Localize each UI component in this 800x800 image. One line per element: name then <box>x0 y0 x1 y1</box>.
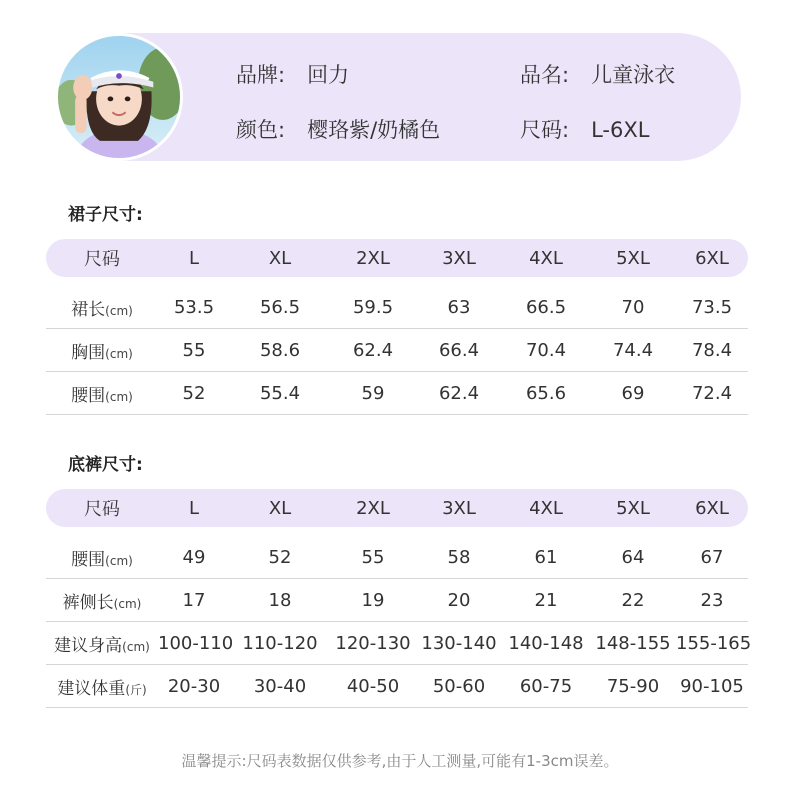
table-cell: 70 <box>621 296 645 318</box>
table-cell: 110-120 <box>242 632 318 654</box>
size-range-value: L-6XL <box>591 118 650 142</box>
table-cell: 21 <box>534 589 558 611</box>
table-cell: 67 <box>700 546 724 568</box>
table-cell: 17 <box>182 589 206 611</box>
table-row <box>46 665 748 708</box>
table-cell: 18 <box>268 589 292 611</box>
measurement-note: 温馨提示:尺码表数据仅供参考,由于人工测量,可能有1-3cm误差。 <box>181 752 619 770</box>
row-label: 建议体重(斤) <box>57 678 147 699</box>
product-name-value: 儿童泳衣 <box>591 63 676 87</box>
shorts-size-title: 底裤尺寸: <box>68 455 143 475</box>
table-cell: 120-130 <box>335 632 411 654</box>
table-cell: 22 <box>621 589 645 611</box>
row-label: 胸围(cm) <box>71 342 133 363</box>
header-cell: 2XL <box>356 247 390 269</box>
table-cell: 50-60 <box>432 675 486 697</box>
color-info <box>236 114 440 144</box>
table-cell: 40-50 <box>346 675 400 697</box>
shorts-size-table <box>46 489 752 708</box>
size-range-info <box>520 114 649 144</box>
header-cell: 5XL <box>616 497 650 519</box>
table-cell: 58 <box>447 546 471 568</box>
header-cell: 4XL <box>529 247 563 269</box>
table-cell: 59 <box>361 382 385 404</box>
table-cell: 100-110 <box>158 632 234 654</box>
product-name-label: 品名: <box>520 63 570 87</box>
table-cell: 65.6 <box>525 382 567 404</box>
header-cell: 尺码 <box>84 499 120 520</box>
header-cell: L <box>188 497 200 519</box>
product-name-info <box>520 59 675 89</box>
header-cell: 6XL <box>695 497 729 519</box>
table-cell: 23 <box>700 589 724 611</box>
table-row <box>46 286 748 329</box>
table-row <box>46 622 752 665</box>
table-cell: 62.4 <box>438 382 480 404</box>
header-cell: L <box>188 247 200 269</box>
header-cell: XL <box>268 247 292 269</box>
table-cell: 52 <box>182 382 206 404</box>
table-cell: 78.4 <box>691 339 733 361</box>
table-cell: 73.5 <box>691 296 733 318</box>
header-cell: 4XL <box>529 497 563 519</box>
table-cell: 61 <box>534 546 558 568</box>
table-cell: 49 <box>182 546 206 568</box>
table-cell: 20 <box>447 589 471 611</box>
table-cell: 155-165 <box>676 632 752 654</box>
table-cell: 62.4 <box>352 339 394 361</box>
table-cell: 55.4 <box>259 382 301 404</box>
table-cell: 20-30 <box>167 675 221 697</box>
color-label: 颜色: <box>236 118 286 142</box>
table-cell: 66.4 <box>438 339 480 361</box>
table-cell: 69 <box>621 382 645 404</box>
table-row <box>46 372 748 415</box>
table-cell: 64 <box>621 546 645 568</box>
table-cell: 19 <box>361 589 385 611</box>
header-cell: 3XL <box>442 247 476 269</box>
brand-info <box>236 59 349 89</box>
table-cell: 60-75 <box>519 675 573 697</box>
header-cell: XL <box>268 497 292 519</box>
skirt-table-header <box>46 239 748 277</box>
row-label: 裤侧长(cm) <box>62 592 142 613</box>
table-cell: 56.5 <box>259 296 301 318</box>
brand-label: 品牌: <box>236 63 286 87</box>
skirt-size-title: 裙子尺寸: <box>68 205 143 225</box>
table-cell: 66.5 <box>525 296 567 318</box>
table-cell: 72.4 <box>691 382 733 404</box>
header-cell: 尺码 <box>84 249 120 270</box>
row-label: 腰围(cm) <box>71 385 133 406</box>
table-row <box>46 536 748 579</box>
table-cell: 59.5 <box>352 296 394 318</box>
table-cell: 63 <box>447 296 471 318</box>
brand-value: 回力 <box>307 63 350 87</box>
table-cell: 55 <box>182 339 206 361</box>
girl-in-visor-photo <box>58 36 180 158</box>
size-range-label: 尺码: <box>520 118 570 142</box>
table-row <box>46 579 748 622</box>
table-cell: 53.5 <box>173 296 215 318</box>
table-row <box>46 329 748 372</box>
table-cell: 75-90 <box>606 675 660 697</box>
color-value: 樱珞紫/奶橘色 <box>307 118 441 142</box>
header-cell: 5XL <box>616 247 650 269</box>
shorts-table-header <box>46 489 748 527</box>
table-cell: 130-140 <box>421 632 497 654</box>
table-cell: 148-155 <box>595 632 671 654</box>
table-cell: 90-105 <box>680 675 744 697</box>
table-cell: 52 <box>268 546 292 568</box>
table-cell: 140-148 <box>508 632 584 654</box>
model-photo <box>55 33 183 161</box>
row-label: 腰围(cm) <box>71 549 133 570</box>
row-label: 裙长(cm) <box>71 299 133 320</box>
table-cell: 30-40 <box>253 675 307 697</box>
table-cell: 74.4 <box>612 339 654 361</box>
header-cell: 2XL <box>356 497 390 519</box>
header-cell: 3XL <box>442 497 476 519</box>
row-label: 建议身高(cm) <box>54 635 150 656</box>
table-cell: 55 <box>361 546 385 568</box>
table-cell: 58.6 <box>259 339 301 361</box>
skirt-size-table <box>46 239 748 415</box>
table-cell: 70.4 <box>525 339 567 361</box>
header-cell: 6XL <box>695 247 729 269</box>
